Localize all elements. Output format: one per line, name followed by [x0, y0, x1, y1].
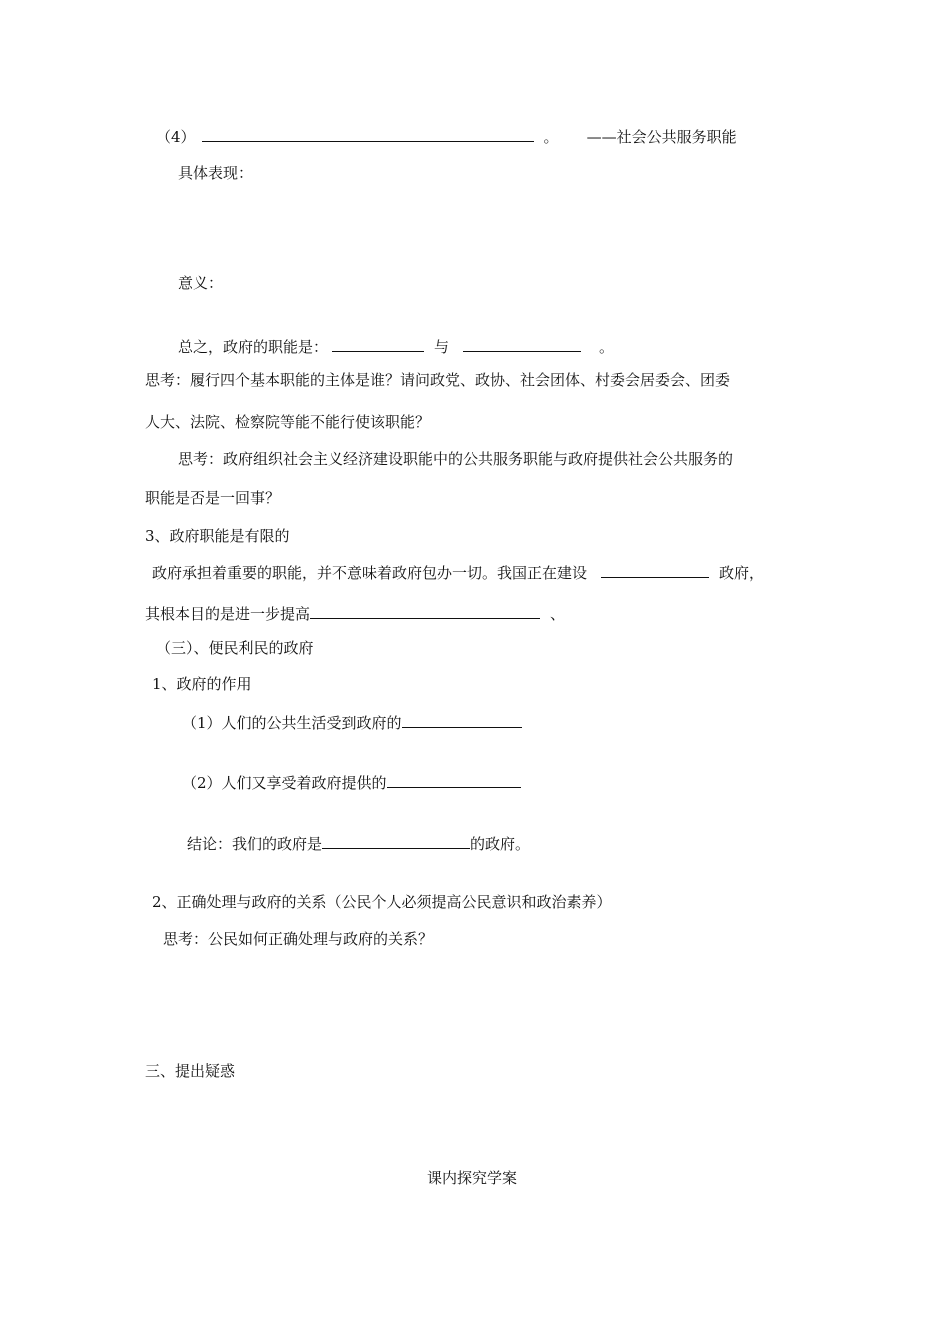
section3-line2 [145, 602, 565, 624]
answer-blank[interactable] [322, 832, 470, 849]
answer-blank[interactable] [202, 125, 534, 142]
specific-label: 具体表现： [178, 164, 254, 182]
item-4-line [156, 125, 737, 147]
role-item-text: （1）人们的公共生活受到政府的 [182, 714, 402, 732]
think2-line2: 职能是否是一回事？ [145, 489, 281, 507]
function-tag: ——社会公共服务职能 [586, 128, 737, 146]
conclusion-text: 的政府。 [470, 835, 531, 853]
answer-blank[interactable] [601, 561, 709, 578]
answer-blank[interactable] [310, 602, 540, 619]
role-item-2 [182, 771, 521, 793]
doubts-heading: 三、提出疑惑 [145, 1062, 236, 1080]
answer-blank[interactable] [387, 771, 521, 788]
period: 。 [543, 128, 559, 146]
think2-line1: 思考：政府组织社会主义经济建设职能中的公共服务职能与政府提供社会公共服务的 [178, 450, 734, 468]
section3-text: 、 [550, 605, 566, 623]
section3-text: 政府承担着重要的职能，并不意味着政府包办一切。我国正在建设 [152, 564, 588, 582]
role-item-text: （2）人们又享受着政府提供的 [182, 774, 387, 792]
summary-line [178, 335, 614, 357]
conclusion-line [187, 832, 530, 854]
relation-think: 思考：公民如何正确处理与政府的关系？ [163, 930, 434, 948]
section3-heading: 3、政府职能是有限的 [145, 527, 290, 545]
summary-prefix: 总之，政府的职能是： [178, 338, 329, 356]
think1-line1: 思考：履行四个基本职能的主体是谁？请问政党、政协、社会团体、村委会居委会、团委 [145, 371, 731, 389]
answer-blank[interactable] [463, 335, 581, 352]
part3-heading: （三）、便民利民的政府 [156, 639, 314, 657]
think1-line2: 人大、法院、检察院等能不能行使该职能？ [145, 413, 431, 431]
answer-blank[interactable] [402, 711, 522, 728]
summary-and: 与 [434, 338, 450, 356]
answer-blank[interactable] [332, 335, 424, 352]
conclusion-text: 结论：我们的政府是 [187, 835, 323, 853]
item-number: （4） [156, 128, 196, 146]
section3-text: 政府， [719, 564, 765, 582]
footer-title: 课内探究学案 [427, 1169, 518, 1187]
role-heading: 1、政府的作用 [152, 675, 252, 693]
role-item-1 [182, 711, 522, 733]
relation-heading: 2、正确处理与政府的关系（公民个人必须提高公民意识和政治素养） [152, 893, 612, 911]
section3-line1 [152, 561, 764, 583]
section3-text: 其根本目的是进一步提高 [145, 605, 311, 623]
summary-end: 。 [599, 338, 615, 356]
meaning-label: 意义： [178, 274, 224, 292]
